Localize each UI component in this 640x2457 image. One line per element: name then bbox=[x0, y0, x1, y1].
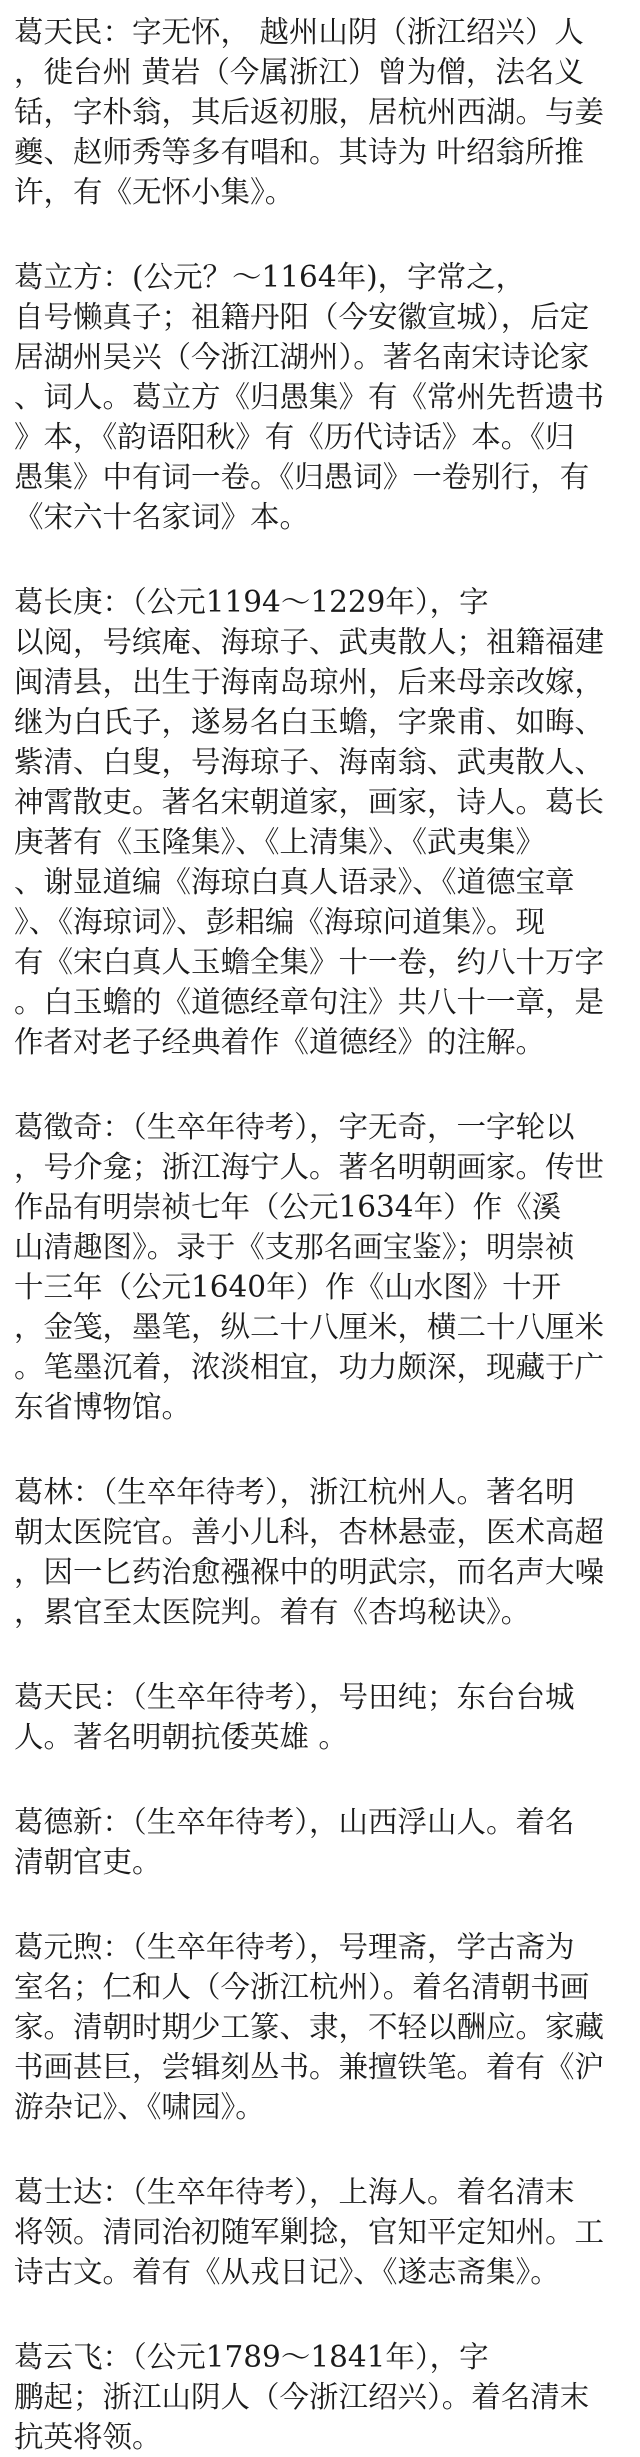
text-line: ，号介龛；浙江海宁人。著名明朝画家。传世 bbox=[14, 1150, 605, 1184]
text-line: ，徙台州 黄岩（今属浙江）曾为僧，法名义 bbox=[14, 55, 584, 89]
biography-entry bbox=[14, 1927, 626, 2127]
biography-entry bbox=[14, 2337, 626, 2457]
biography-entry bbox=[14, 1472, 626, 1632]
text-line: 鹏起；浙江山阴人（今浙江绍兴）。着名清末 bbox=[14, 2380, 590, 2414]
text-line: 作品有明崇祯七年（公元1634年）作《溪 bbox=[14, 1190, 562, 1224]
text-line: 》本，《韵语阳秋》有《历代诗话》本。《归 bbox=[14, 420, 575, 454]
text-line: 、谢显道编《海琼白真人语录》、《道德宝章 bbox=[14, 865, 575, 899]
text-line: 葛立方：(公元？～1164年)，字常之， bbox=[14, 260, 526, 294]
biography-entry bbox=[14, 1107, 626, 1427]
text-line: 。白玉蟾的《道德经章句注》共八十一章，是 bbox=[14, 985, 605, 1019]
biography-entry bbox=[14, 582, 626, 1062]
text-line: 葛天民：字无怀， 越州山阴（浙江绍兴）人 bbox=[14, 15, 584, 49]
text-line: 愚集》中有词一卷。《归愚词》一卷别行，有 bbox=[14, 460, 590, 494]
text-line: 作者对老子经典着作《道德经》的注解。 bbox=[14, 1025, 546, 1059]
biography-entry bbox=[14, 257, 626, 537]
text-line: 。笔墨沉着，浓淡相宜，功力颇深，现藏于广 bbox=[14, 1350, 605, 1384]
text-line: 闽清县，出生于海南岛琼州，后来母亲改嫁， bbox=[14, 665, 605, 699]
text-line: 、词人。葛立方《归愚集》有《常州先哲遗书 bbox=[14, 380, 605, 414]
text-line: 居湖州吴兴（今浙江湖州）。著名南宋诗论家 bbox=[14, 340, 590, 374]
text-line: 家。清朝时期少工篆、隶，不轻以酬应。家藏 bbox=[14, 2010, 605, 2044]
text-line: 游杂记》、《啸园》。 bbox=[14, 2090, 265, 2124]
text-line: 葛士达：（生卒年待考），上海人。着名清末 bbox=[14, 2175, 575, 2209]
text-line: 有《宋白真人玉蟾全集》十一卷，约八十万字 bbox=[14, 945, 605, 979]
text-line: 葛林：（生卒年待考），浙江杭州人。著名明 bbox=[14, 1475, 575, 1509]
text-line: 继为白氏子，遂易名白玉蟾，字衆甫、如晦、 bbox=[14, 705, 605, 739]
biography-entry bbox=[14, 1802, 626, 1882]
text-line: ，金笺，墨笔，纵二十八厘米，横二十八厘米 bbox=[14, 1310, 605, 1344]
text-line: 朝太医院官。善小儿科，杏林悬壶，医术高超 bbox=[14, 1515, 605, 1549]
text-line: 东省博物馆。 bbox=[14, 1390, 192, 1424]
text-line: 葛天民：（生卒年待考），号田纯；东台台城 bbox=[14, 1680, 575, 1714]
biography-entry bbox=[14, 12, 626, 212]
text-line: 自号懒真子；祖籍丹阳（今安徽宣城），后定 bbox=[14, 300, 590, 334]
text-line: 葛云飞：（公元1789～1841年），字 bbox=[14, 2340, 489, 2374]
text-line: 人。著名明朝抗倭英雄 。 bbox=[14, 1720, 348, 1754]
text-line: 书画甚巨，尝辑刻丛书。兼擅铁笔。着有《沪 bbox=[14, 2050, 605, 2084]
text-line: 葛元煦：（生卒年待考），号理斋，学古斋为 bbox=[14, 1930, 575, 1964]
text-line: 铦，字朴翁，其后返初服，居杭州西湖。与姜 bbox=[14, 95, 605, 129]
text-line: 葛徵奇：（生卒年待考），字无奇，一字轮以 bbox=[14, 1110, 575, 1144]
text-line: 清朝官吏。 bbox=[14, 1845, 162, 1879]
text-line: 夔、赵师秀等多有唱和。其诗为 叶绍翁所推 bbox=[14, 135, 584, 169]
text-line: 《宋六十名家词》本。 bbox=[14, 500, 310, 534]
text-line: 以阅，号缤庵、海琼子、武夷散人；祖籍福建 bbox=[14, 625, 605, 659]
text-line: 十三年（公元1640年）作《山水图》十开 bbox=[14, 1270, 562, 1304]
text-line: ，因一匕药治愈襁褓中的明武宗，而名声大噪 bbox=[14, 1555, 605, 1589]
text-line: 葛德新：（生卒年待考），山西浮山人。着名 bbox=[14, 1805, 575, 1839]
biography-entry bbox=[14, 1677, 626, 1757]
text-line: 将领。清同治初随军剿捻，官知平定知州。工 bbox=[14, 2215, 605, 2249]
text-line: 许，有《无怀小集》。 bbox=[14, 175, 295, 209]
text-line: 室名；仁和人（今浙江杭州）。着名清朝书画 bbox=[14, 1970, 590, 2004]
text-line: 庚著有《玉隆集》、《上清集》、《武夷集》 bbox=[14, 825, 546, 859]
biography-entry bbox=[14, 2172, 626, 2292]
text-line: 》、《海琼词》、彭耜编《海琼问道集》。现 bbox=[14, 905, 546, 939]
text-line: 葛长庚：（公元1194～1229年），字 bbox=[14, 585, 489, 619]
text-line: ，累官至太医院判。着有《杏坞秘诀》。 bbox=[14, 1595, 531, 1629]
text-line: 紫清、白叟，号海琼子、海南翁、武夷散人、 bbox=[14, 745, 605, 779]
text-line: 山清趣图》。录于《支那名画宝鉴》；明崇祯 bbox=[14, 1230, 575, 1264]
text-line: 诗古文。着有《从戎日记》、《遂志斋集》。 bbox=[14, 2255, 560, 2289]
text-line: 抗英将领。 bbox=[14, 2420, 162, 2454]
text-line: 神霄散吏。著名宋朝道家，画家，诗人。葛长 bbox=[14, 785, 605, 819]
